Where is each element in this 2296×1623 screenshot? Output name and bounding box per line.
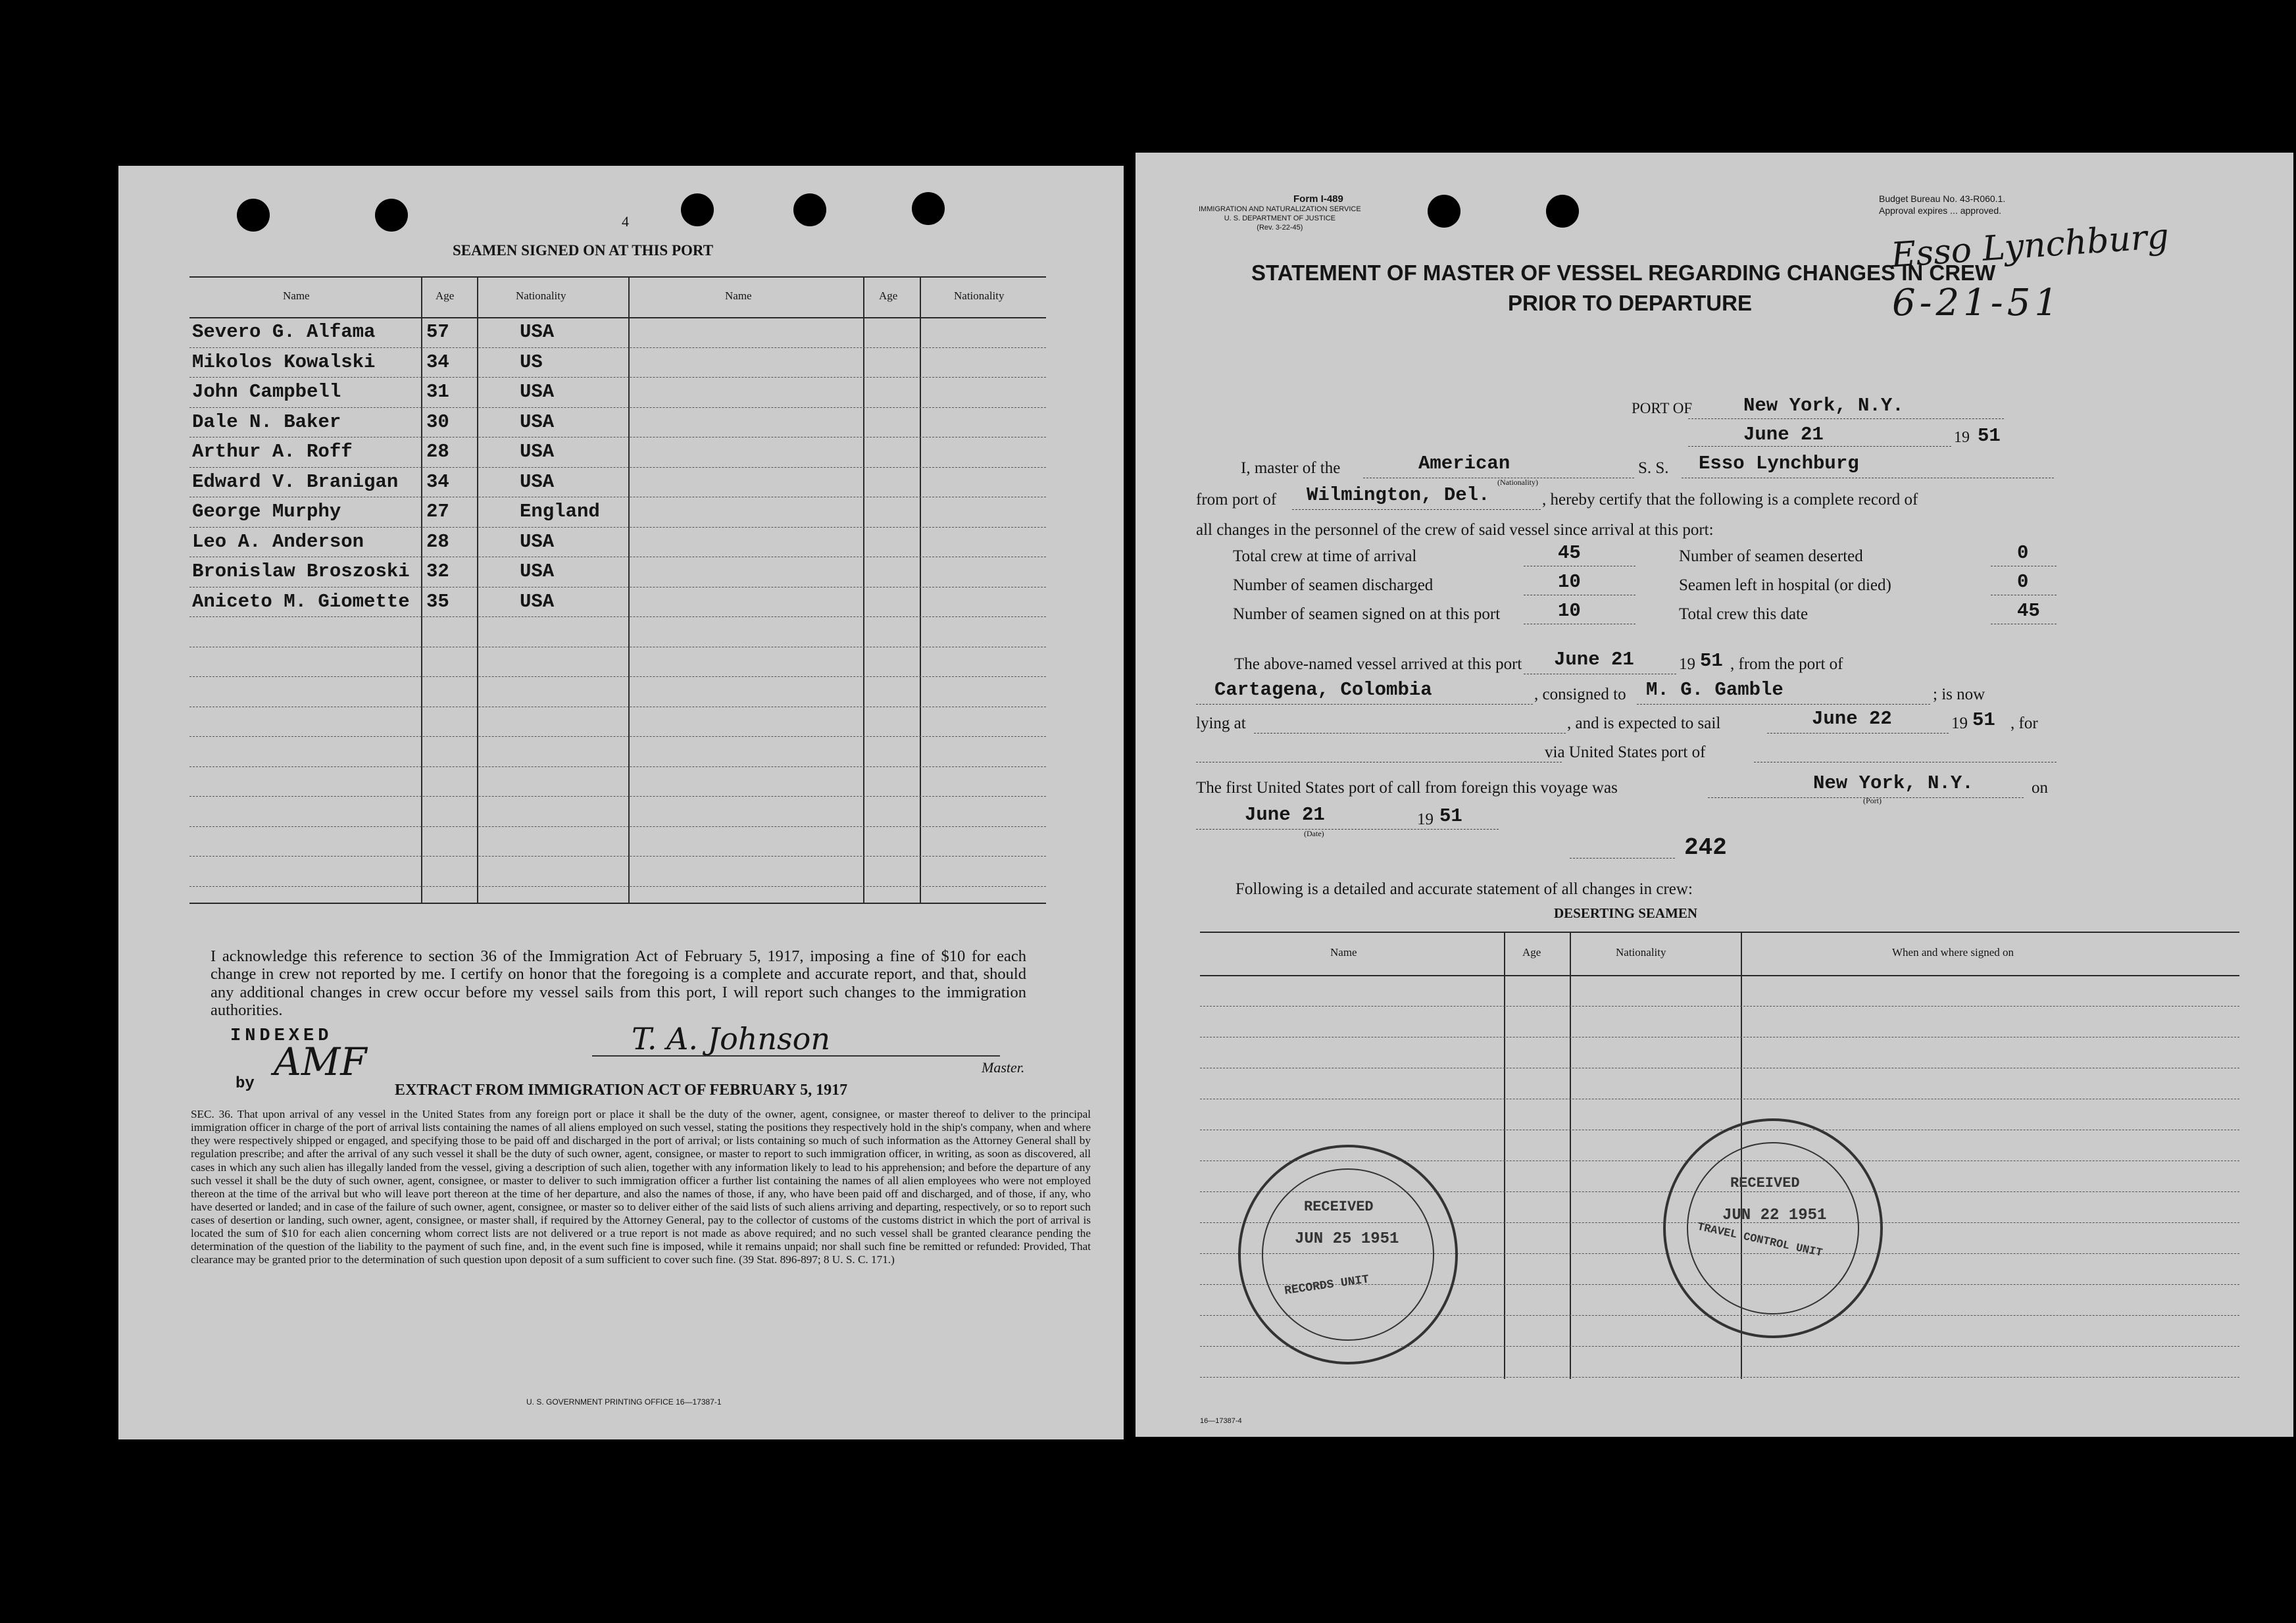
year-prefix: 19: [1951, 714, 1968, 732]
count-label: Total crew at time of arrival: [1233, 547, 1417, 565]
seaman-age: 27: [426, 501, 449, 522]
expected-sail-label: , and is expected to sail: [1567, 714, 1721, 732]
ship-name: Esso Lynchburg: [1699, 453, 1859, 474]
seaman-nationality: US: [520, 351, 543, 373]
agency-block: [1199, 205, 1361, 232]
statement-year: 51: [1978, 425, 2001, 447]
arrival-year: 51: [1700, 650, 1723, 672]
printing-office: U. S. GOVERNMENT PRINTING OFFICE 16—17387-1: [526, 1397, 722, 1407]
origin-port: Cartagena, Colombia: [1214, 679, 1432, 701]
indexed-by-label: by: [236, 1075, 255, 1093]
count-label: Number of seamen deserted: [1679, 547, 1863, 565]
certify-text: , hereby certify that the following is a complete record of: [1542, 491, 1918, 509]
stamp-unit: RECORDS UNIT: [1284, 1273, 1370, 1298]
date-caption: (Date): [1304, 829, 1324, 838]
seaman-age: 30: [426, 411, 449, 433]
deserting-header-when-where: When and where signed on: [1892, 946, 2014, 959]
seaman-nationality: USA: [520, 590, 555, 612]
approval-note: Approval expires ... approved.: [1879, 205, 2001, 216]
form-number: Form I-489: [1293, 193, 1343, 205]
seaman-age: 28: [426, 441, 449, 462]
column-header-age: Age: [436, 289, 455, 302]
row-rule: [189, 736, 1046, 737]
punch-hole: [1546, 195, 1579, 228]
row-rule: [189, 647, 1046, 648]
first-port-date: June 21: [1245, 804, 1325, 826]
stamp-received-text: RECEIVED: [1304, 1199, 1374, 1215]
row-rule: [189, 437, 1046, 438]
nationality-caption: (Nationality): [1497, 478, 1538, 487]
lying-at-label: lying at: [1196, 714, 1246, 732]
agency-line: IMMIGRATION AND NATURALIZATION SERVICE: [1199, 205, 1361, 213]
count-label: Number of seamen discharged: [1233, 576, 1434, 594]
agency-line: (Rev. 3-22-45): [1257, 223, 1303, 232]
seaman-nationality: USA: [520, 561, 555, 582]
row-rule: [189, 467, 1046, 468]
row-rule: [189, 676, 1046, 678]
punch-hole: [793, 193, 826, 226]
stamp-unit: TRAVEL CONTROL UNIT: [1696, 1221, 1824, 1260]
count-value: 45: [2017, 600, 2040, 622]
budget-bureau: Budget Bureau No. 43-R060.1.: [1879, 193, 2006, 204]
row-rule: [189, 766, 1046, 768]
row-rule: [1200, 1377, 2239, 1378]
first-port-year: 51: [1439, 805, 1462, 827]
row-rule: [189, 796, 1046, 797]
agency-line: U. S. DEPARTMENT OF JUSTICE: [1224, 214, 1335, 222]
seaman-nationality: USA: [520, 381, 555, 403]
from-port-label: from port of: [1196, 491, 1277, 509]
sail-year: 51: [1972, 709, 1995, 731]
stamp-date: JUN 22 1951: [1722, 1207, 1827, 1224]
punch-hole: [237, 199, 270, 232]
consignee: M. G. Gamble: [1646, 679, 1784, 701]
punch-hole: [375, 199, 408, 232]
seaman-nationality: USA: [520, 441, 555, 462]
seaman-name: Leo A. Anderson: [192, 530, 364, 553]
following-text: Following is a detailed and accurate statement of all changes in crew:: [1235, 880, 1693, 898]
seaman-nationality: USA: [520, 470, 555, 493]
extract-title: EXTRACT FROM IMMIGRATION ACT OF FEBRUARY 5, 1917: [395, 1082, 848, 1099]
count-value: 10: [1558, 571, 1581, 593]
count-value: 10: [1558, 600, 1581, 622]
row-rule: [189, 497, 1046, 498]
seaman-age: 28: [426, 530, 449, 553]
master-label: Master.: [982, 1059, 1025, 1076]
seaman-name: Dale N. Baker: [192, 411, 341, 433]
ss-label: S. S.: [1638, 459, 1669, 477]
port-value: New York, N.Y.: [1743, 395, 1904, 416]
for-label: , for: [2010, 714, 2038, 732]
deserting-header-name: Name: [1330, 946, 1357, 959]
seaman-nationality: England: [520, 501, 600, 522]
row-rule: [189, 707, 1046, 708]
stamp-number: 242: [1684, 834, 1727, 861]
form-subtitle: PRIOR TO DEPARTURE: [1508, 291, 1752, 315]
column-header-age: Age: [879, 289, 898, 302]
seaman-age: 32: [426, 561, 449, 582]
deserting-title: DESERTING SEAMEN: [1554, 905, 1698, 921]
seaman-name: Arthur A. Roff: [192, 441, 353, 462]
stamp-date: JUN 25 1951: [1295, 1230, 1399, 1248]
seaman-name: George Murphy: [192, 501, 341, 522]
seaman-age: 31: [426, 381, 449, 403]
row-rule: [189, 826, 1046, 828]
first-port-label: The first United States port of call from foreign this voyage was: [1196, 779, 1618, 797]
certify-text-2: all changes in the personnel of the crew of said vessel since arrival at this port:: [1196, 521, 1714, 539]
column-header-nationality: Nationality: [954, 289, 1005, 302]
section-title: SEAMEN SIGNED ON AT THIS PORT: [453, 242, 714, 259]
received-stamp-records: [1238, 1145, 1458, 1364]
vessel-nationality: American: [1418, 453, 1510, 474]
count-value: 0: [2017, 571, 2029, 593]
count-value: 0: [2017, 542, 2029, 564]
year-prefix: 19: [1417, 811, 1434, 828]
from-port-of-label: , from the port of: [1730, 655, 1843, 673]
seaman-age: 35: [426, 590, 449, 612]
seaman-name: Aniceto M. Giomette: [192, 590, 410, 612]
punch-hole: [681, 193, 714, 226]
field-underline: [1524, 595, 1635, 596]
seaman-nationality: USA: [520, 321, 555, 343]
seaman-age: 34: [426, 470, 449, 493]
field-underline: [1991, 566, 2057, 567]
row-rule: [189, 377, 1046, 378]
row-rule: [1200, 1099, 2239, 1100]
field-underline: [1524, 624, 1635, 625]
sail-date: June 22: [1812, 708, 1892, 730]
seaman-age: 34: [426, 351, 449, 373]
deserting-header-age: Age: [1522, 946, 1541, 959]
seaman-name: Severo G. Alfama: [192, 321, 376, 343]
row-rule: [189, 587, 1046, 588]
row-rule: [1200, 1068, 2239, 1069]
count-label: Number of seamen signed on at this port: [1233, 605, 1501, 623]
row-rule: [189, 557, 1046, 558]
left-page: [118, 166, 1124, 1439]
field-underline: [1524, 566, 1635, 567]
punch-hole: [1428, 195, 1460, 228]
printing-code: 16—17387-4: [1200, 1417, 1242, 1425]
master-signature: T. A. Johnson: [632, 1021, 830, 1057]
master-of-label: I, master of the: [1241, 459, 1341, 477]
arrival-date: June 21: [1554, 649, 1634, 670]
field-underline: [1991, 595, 2057, 596]
seaman-name: Mikolos Kowalski: [192, 351, 376, 373]
consigned-to-label: , consigned to: [1534, 686, 1626, 703]
column-header-nationality: Nationality: [516, 289, 566, 302]
port-label: PORT OF: [1632, 400, 1693, 416]
year-prefix: 19: [1954, 429, 1970, 446]
row-rule: [1200, 1037, 2239, 1038]
count-label: Seamen left in hospital (or died): [1679, 576, 1891, 594]
count-value: 45: [1558, 542, 1581, 564]
punch-hole: [912, 192, 945, 225]
handwritten-ship-name: Esso Lynchburg: [1889, 216, 2170, 276]
statement-date: June 21: [1743, 424, 1824, 445]
seaman-age: 57: [426, 321, 449, 343]
column-header-name: Name: [283, 289, 310, 302]
count-label: Total crew this date: [1679, 605, 1809, 623]
row-rule: [189, 616, 1046, 618]
seaman-name: John Campbell: [192, 381, 341, 403]
on-label: on: [2032, 779, 2048, 797]
column-header-name: Name: [725, 289, 752, 302]
row-rule: [189, 407, 1046, 409]
received-stamp-travel-control: [1663, 1118, 1883, 1338]
seaman-name: Bronislaw Broszoski: [192, 561, 410, 582]
extract-text: SEC. 36. That upon arrival of any vessel in the United States from any foreign port or place it shall be the duty of the owner, agent, consignee, or master thereof to deliver to the principal immigration officer in charge of the port of arrival lists containing the names of all aliens employed on such vessel, stating the positions they respectively hold in the ship's company, when and where they were respectively shipped or engaged, and specifying those to be paid off and discharged in the port of arrival; or lists containing so much of such information as the Attorney General shall by regulation prescribe; and after the arrival of any such vessel it shall be the duty of such owner, agent, consignee, or master to report to such immigration officer, in writing, as soon as discovered, all cases in which any such alien has illegally landed from the vessel, giving a description of such alien, together with any information likely to lead to his apprehension; and before the departure of any such vessel it shall be the duty of such owner, agent, consignee, or master to deliver to such immigration officer a further list containing the names of all alien employees who were not employed thereon at the time of the arrival but who will leave port thereon at the time of her departure, and also the names of those, if any, who have been paid off and discharged, and of those, if any, who have deserted or landed; and in case of the failure of such owner, agent, consignee, or master so to deliver either of the said lists of such aliens arriving and departing, respectively, or so to report such cases of desertion or landing, such owner, agent, consignee, or master shall, if required by the Attorney General, pay to the collector of customs of the customs district in which the port of arrival is located the sum of $10 for each alien concerning whom correct lists are not delivered or a true report is not made as above required; and no such vessel shall be granted clearance pending the determination of the question of the liability to the payment of such fine, and, in the event such fine is imposed, while it remains unpaid; nor shall such fine be remitted or refunded: Provided, That clearance may be granted prior to the determination of such question upon deposit of a sum sufficient to cover such fine. (39 Stat. 896-897; 8 U. S. C. 171.): [191, 1108, 1091, 1266]
year-prefix: 19: [1679, 655, 1695, 673]
handwritten-date: 6-21-51: [1892, 282, 2062, 324]
page-number: 4: [622, 213, 629, 230]
seaman-nationality: USA: [520, 411, 555, 433]
row-rule: [1200, 1006, 2239, 1007]
row-rule: [189, 856, 1046, 857]
is-now-label: ; is now: [1933, 686, 1985, 703]
via-port-label: via United States port of: [1545, 743, 1706, 761]
stamp-received-text: RECEIVED: [1730, 1175, 1800, 1191]
seaman-nationality: USA: [520, 530, 555, 553]
from-port-value: Wilmington, Del.: [1307, 484, 1490, 506]
indexed-stamp: INDEXED: [230, 1026, 333, 1046]
acknowledgement-text: I acknowledge this reference to section 36 of the Immigration Act of February 5, 1917, imposing a fine of $10 for each change in crew not reported by me. I certify on honor that the foregoing is a complete and accurate report, and that, should any additional changes in crew occur before my vessel sails from this port, I will report such changes to the immigration authorities.: [211, 947, 1026, 1020]
row-rule: [1200, 1130, 2239, 1131]
seaman-name: Edward V. Branigan: [192, 470, 399, 493]
first-port-value: New York, N.Y.: [1813, 772, 1974, 794]
arrived-label: The above-named vessel arrived at this port: [1234, 655, 1522, 673]
row-rule: [189, 347, 1046, 349]
row-rule: [189, 527, 1046, 528]
row-rule: [189, 886, 1046, 887]
field-underline: [1991, 624, 2057, 625]
port-caption: (Port): [1863, 796, 1882, 805]
deserting-header-nationality: Nationality: [1616, 946, 1666, 959]
form-title: STATEMENT OF MASTER OF VESSEL REGARDING CHANGES IN CREW: [1251, 261, 1996, 285]
indexed-initials: AMF: [274, 1039, 367, 1084]
